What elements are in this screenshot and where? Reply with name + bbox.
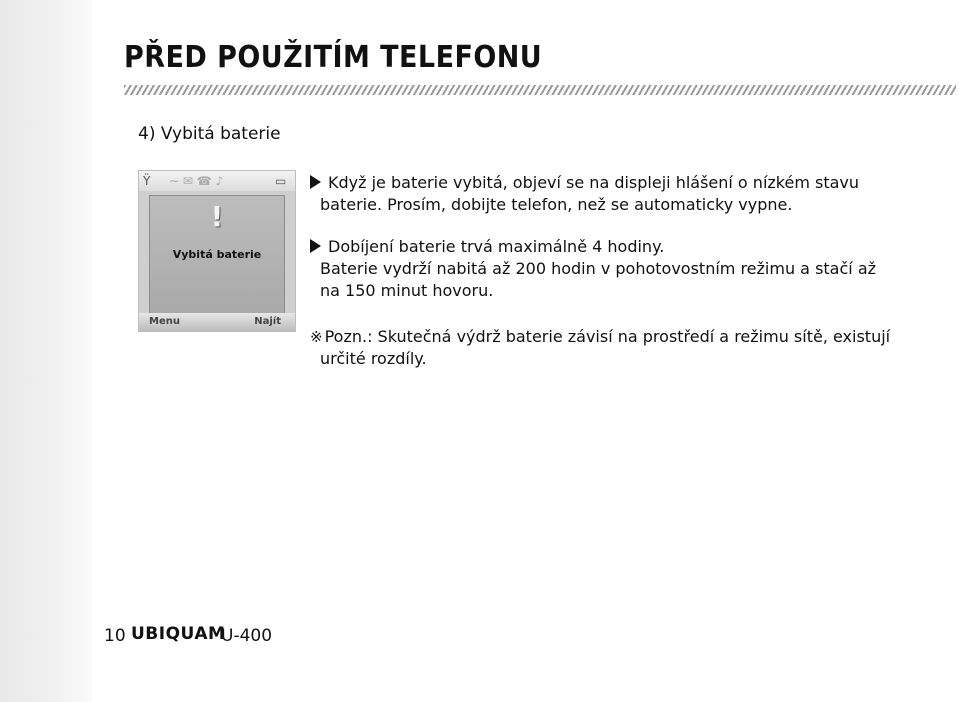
phone-status-bar bbox=[139, 171, 295, 191]
bullet-text: Když je baterie vybitá, objeví se na displeji hlášení o nízkém stavu bbox=[328, 173, 860, 192]
bullet-item-charging bbox=[310, 236, 950, 302]
note-item bbox=[310, 326, 950, 370]
bullet-text: na 150 minut hovoru. bbox=[320, 281, 494, 300]
brand-logo: UBIQUAM bbox=[131, 624, 226, 644]
status-icons-row: ∼ ✉ ☎ ♪ bbox=[169, 174, 224, 188]
phone-softkeys bbox=[139, 313, 295, 331]
model-name: U-400 bbox=[221, 626, 273, 646]
bullet-text: Baterie vydrží nabitá až 200 hodin v pohotovostním režimu a stačí až bbox=[320, 259, 877, 278]
title-hatched-rule bbox=[124, 85, 956, 95]
note-reference-mark: ※ bbox=[310, 328, 323, 346]
bullet-item-low-battery bbox=[310, 172, 950, 216]
bullet-text: baterie. Prosím, dobijte telefon, než se automaticky vypne. bbox=[320, 195, 793, 214]
page-title: PŘED POUŽITÍM TELEFONU bbox=[124, 40, 543, 75]
softkey-right: Najít bbox=[254, 316, 281, 327]
bullet-triangle-icon bbox=[310, 239, 321, 253]
softkey-left: Menu bbox=[149, 316, 180, 327]
phone-screenshot bbox=[138, 170, 296, 332]
warning-icon: ! bbox=[210, 200, 224, 233]
phone-display bbox=[149, 195, 285, 315]
phone-message: Vybitá baterie bbox=[172, 248, 262, 261]
left-margin-band bbox=[0, 0, 92, 702]
page-number: 10 bbox=[104, 626, 126, 646]
bullet-triangle-icon bbox=[310, 175, 321, 189]
battery-empty-icon: ▭ bbox=[275, 174, 287, 188]
note-text: určité rozdíly. bbox=[320, 349, 427, 368]
bullet-text: Dobíjení baterie trvá maximálně 4 hodiny. bbox=[328, 237, 665, 256]
antenna-icon: Ÿ bbox=[143, 174, 151, 188]
note-text: Pozn.: Skutečná výdrž baterie závisí na prostředí a režimu sítě, existují bbox=[324, 327, 891, 346]
section-heading: 4) Vybitá baterie bbox=[138, 124, 281, 144]
